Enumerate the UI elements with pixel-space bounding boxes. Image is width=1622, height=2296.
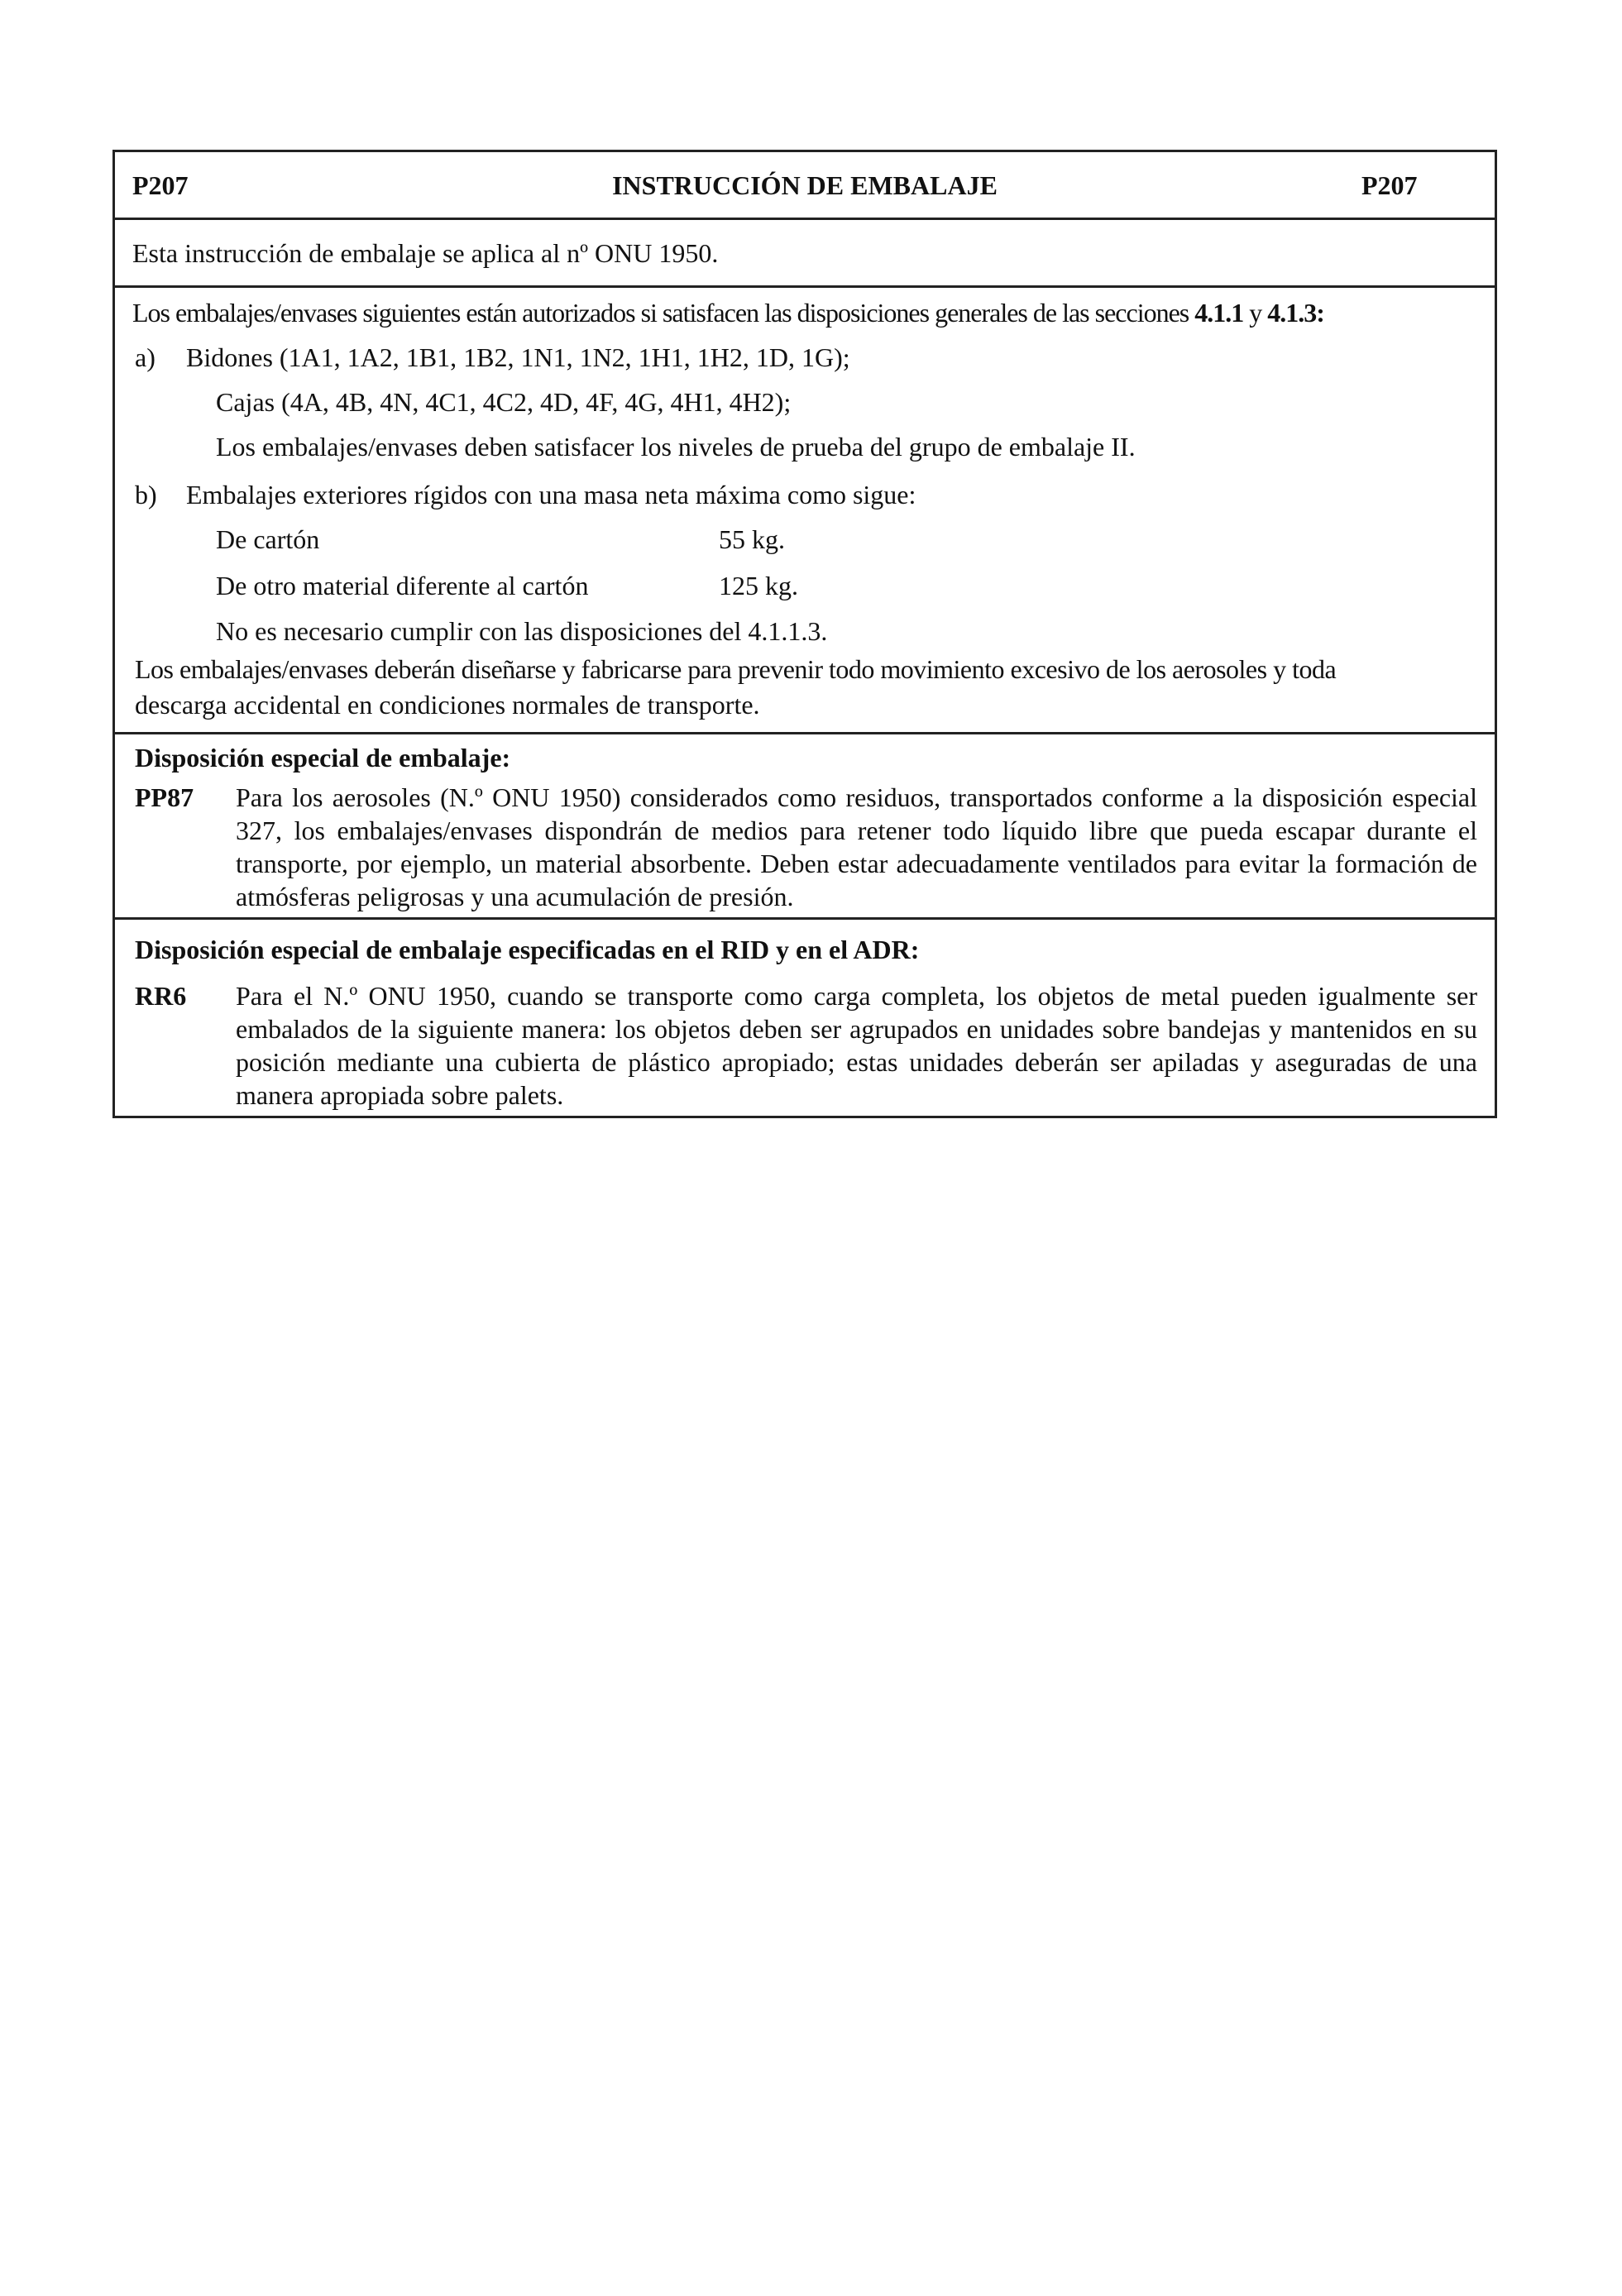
section-ref-4-1-1: 4.1.1 bbox=[1194, 298, 1244, 328]
closing-line-2: descarga accidental en condiciones normales de transporte. bbox=[135, 690, 760, 720]
rid-adr-provision-section bbox=[115, 920, 1495, 1116]
special-provision-section bbox=[115, 734, 1495, 920]
special-provision-heading: Disposición especial de embalaje: bbox=[135, 743, 511, 773]
instruction-title: INSTRUCCIÓN DE EMBALAJE bbox=[612, 170, 998, 200]
item-b-label: b) bbox=[135, 480, 157, 509]
mass-material-cardboard: De cartón bbox=[216, 524, 320, 554]
provision-code-pp87: PP87 bbox=[135, 782, 194, 812]
authorized-intro bbox=[132, 296, 1324, 329]
closing-line-1: Los embalajes/envases deberán diseñarse y fabricarse para prevenir todo movimiento excesivo de los aerosoles y toda bbox=[135, 654, 1337, 684]
item-a-boxes: Cajas (4A, 4B, 4N, 4C1, 4C2, 4D, 4F, 4G, 4H1, 4H2); bbox=[216, 387, 792, 417]
authorized-packagings-section bbox=[115, 288, 1495, 734]
section-ref-4-1-3: 4.1.3: bbox=[1267, 298, 1324, 328]
provision-text-pp87: Para los aerosoles (N.º ONU 1950) considerados como residuos, transportados conforme a la disposición especial 327, los embalajes/envases dispondrán de medios para retener todo líquido libre que pueda escapar durante el transporte, por ejemplo, un material absorbente. Deben estar adecuadamente ventilados para evitar la formación de atmósferas peligrosas y una acumulación de presión. bbox=[236, 782, 1477, 911]
instruction-code-left: P207 bbox=[132, 170, 189, 200]
item-b-outer-packagings: Embalajes exteriores rígidos con una masa neta máxima como sigue: bbox=[186, 480, 916, 509]
rid-adr-heading: Disposición especial de embalaje especificadas en el RID y en el ADR: bbox=[135, 935, 920, 964]
packing-instruction-table bbox=[112, 150, 1497, 1118]
item-a-test-level: Los embalajes/envases deben satisfacer los niveles de prueba del grupo de embalaje II. bbox=[216, 432, 1136, 462]
item-b-note: No es necesario cumplir con las disposiciones del 4.1.1.3. bbox=[216, 616, 828, 646]
item-a-drums: Bidones (1A1, 1A2, 1B1, 1B2, 1N1, 1N2, 1H1, 1H2, 1D, 1G); bbox=[186, 342, 850, 372]
applicability-text: Esta instrucción de embalaje se aplica al nº ONU 1950. bbox=[132, 238, 719, 268]
table-header bbox=[115, 152, 1495, 220]
mass-material-other: De otro material diferente al cartón bbox=[216, 571, 589, 600]
instruction-code-right: P207 bbox=[1361, 170, 1418, 200]
mass-value-cardboard: 55 kg. bbox=[719, 524, 785, 554]
authorized-intro-text: Los embalajes/envases siguientes están autorizados si satisfacen las disposiciones generales de las secciones bbox=[132, 298, 1189, 328]
authorized-intro-and: y bbox=[1249, 298, 1262, 328]
provision-text-rr6: Para el N.º ONU 1950, cuando se transporte como carga completa, los objetos de metal pueden igualmente ser embalados de la siguiente manera: los objetos deben ser agrupados en unidades sobre bandejas y mantenidos en su posición mediante una cubierta de plástico apropiado; estas unidades deberán ser apiladas y aseguradas de una manera apropiada sobre palets. bbox=[236, 981, 1477, 1110]
item-a-label: a) bbox=[135, 342, 156, 372]
mass-value-other: 125 kg. bbox=[719, 571, 798, 600]
provision-code-rr6: RR6 bbox=[135, 981, 187, 1011]
applicability-row bbox=[115, 220, 1495, 288]
